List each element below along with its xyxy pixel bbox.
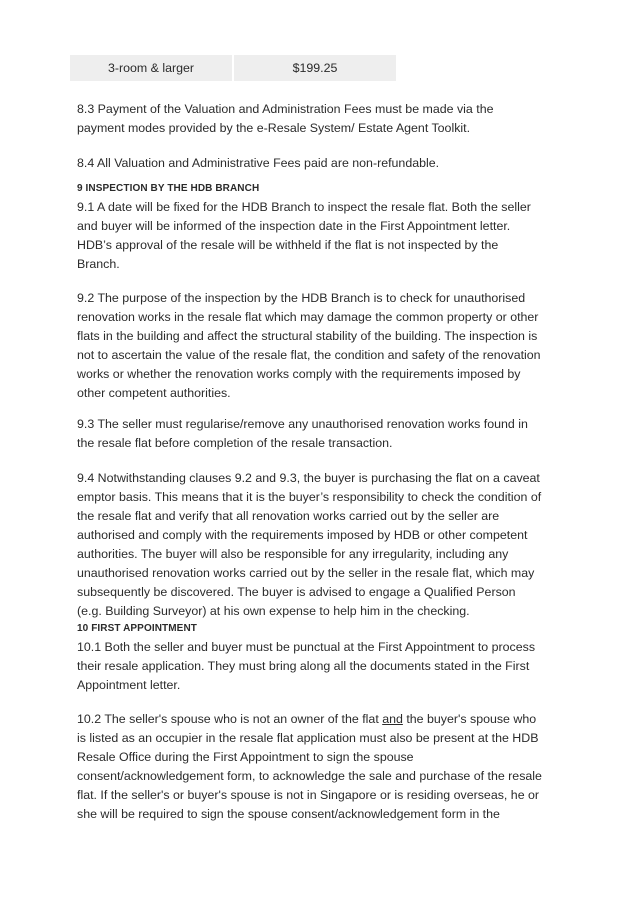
clause-10-1 [77,638,567,695]
clause-9-3 [77,415,567,453]
text-line [77,710,567,729]
text-line: (e.g. Building Surveyor) at his own expense to help him in the checking. [77,604,470,618]
clause-9-4 [77,469,567,621]
text-line: subsequently be discovered. The buyer is advised to engage a Qualified Person [77,585,516,599]
text-line: 9.2 The purpose of the inspection by the HDB Branch is to check for unauthorised [77,291,526,305]
fee-table [70,55,396,81]
text-line: and buyer will be informed of the inspection date in the First Appointment letter. [77,219,511,233]
text-line: authorities. The buyer will also be responsible for any irregularity, including any [77,547,509,561]
fee-amount-cell: $199.25 [292,61,338,75]
text-line: she will be required to sign the spouse consent/acknowledgement form in the [77,807,500,821]
text-line: flat. If the seller's or buyer's spouse is not in Singapore or is residing overseas, he or [77,788,540,802]
text-line: unauthorised renovation works carried out by the seller in the resale flat, which may [77,566,535,580]
text-line: 8.3 Payment of the Valuation and Administration Fees must be made via the [77,102,494,116]
text-segment: the buyer's spouse who [402,712,537,726]
clause-9-1 [77,198,567,274]
text-line: Branch. [77,257,120,271]
clause-8-3 [77,100,567,138]
text-line: 8.4 All Valuation and Administrative Fees paid are non-refundable. [77,156,440,170]
text-line: 9.4 Notwithstanding clauses 9.2 and 9.3, the buyer is purchasing the flat on a caveat [77,471,540,485]
text-line: 9.1 A date will be fixed for the HDB Branch to inspect the resale flat. Both the seller [77,200,531,214]
clause-10-2 [77,710,567,824]
flat-type-cell: 3-room & larger [70,55,233,81]
text-line: Resale Office during the First Appointment to sign the spouse [77,750,414,764]
text-line: the resale flat before completion of the resale transaction. [77,436,393,450]
text-segment: 10.2 The seller's spouse who is not an owner of the flat [77,712,383,726]
text-line: emptor basis. This means that it is the buyer’s responsibility to check the condition of [77,490,542,504]
emphasis-and: and [382,712,403,726]
text-line: HDB’s approval of the resale will be withheld if the flat is not inspected by the [77,238,499,252]
text-line: authorised and comply with the requirements imposed by HDB or other competent [77,528,528,542]
clause-9-2 [77,289,567,403]
text-line: other competent authorities. [77,386,231,400]
text-line: the resale flat and verify that all renovation works carried out by the seller are [77,509,500,523]
clause-8-4 [77,154,567,173]
text-line: renovation works in the resale flat which may damage the common property or other [77,310,539,324]
text-line: 9.3 The seller must regularise/remove any unauthorised renovation works found in [77,417,528,431]
text-line: their resale application. They must bring along all the documents stated in the First [77,659,530,673]
text-line: not to ascertain the value of the resale flat, the condition and safety of the renovation [77,348,541,362]
text-line: Appointment letter. [77,678,181,692]
section-heading-10: 10 FIRST APPOINTMENT [77,623,197,634]
text-line: flats in the building and affect the structural stability of the building. The inspection is [77,329,538,343]
section-heading-9: 9 INSPECTION BY THE HDB BRANCH [77,183,260,194]
text-line: works or whether the renovation works comply with the requirements imposed by [77,367,521,381]
text-line: is listed as an occupier in the resale flat application must also be present at the HDB [77,731,539,745]
text-line: 10.1 Both the seller and buyer must be punctual at the First Appointment to process [77,640,536,654]
text-line: consent/acknowledgement form, to acknowledge the sale and purchase of the resale [77,769,542,783]
table-row [70,55,396,81]
text-line: payment modes provided by the e-Resale System/ Estate Agent Toolkit. [77,121,471,135]
